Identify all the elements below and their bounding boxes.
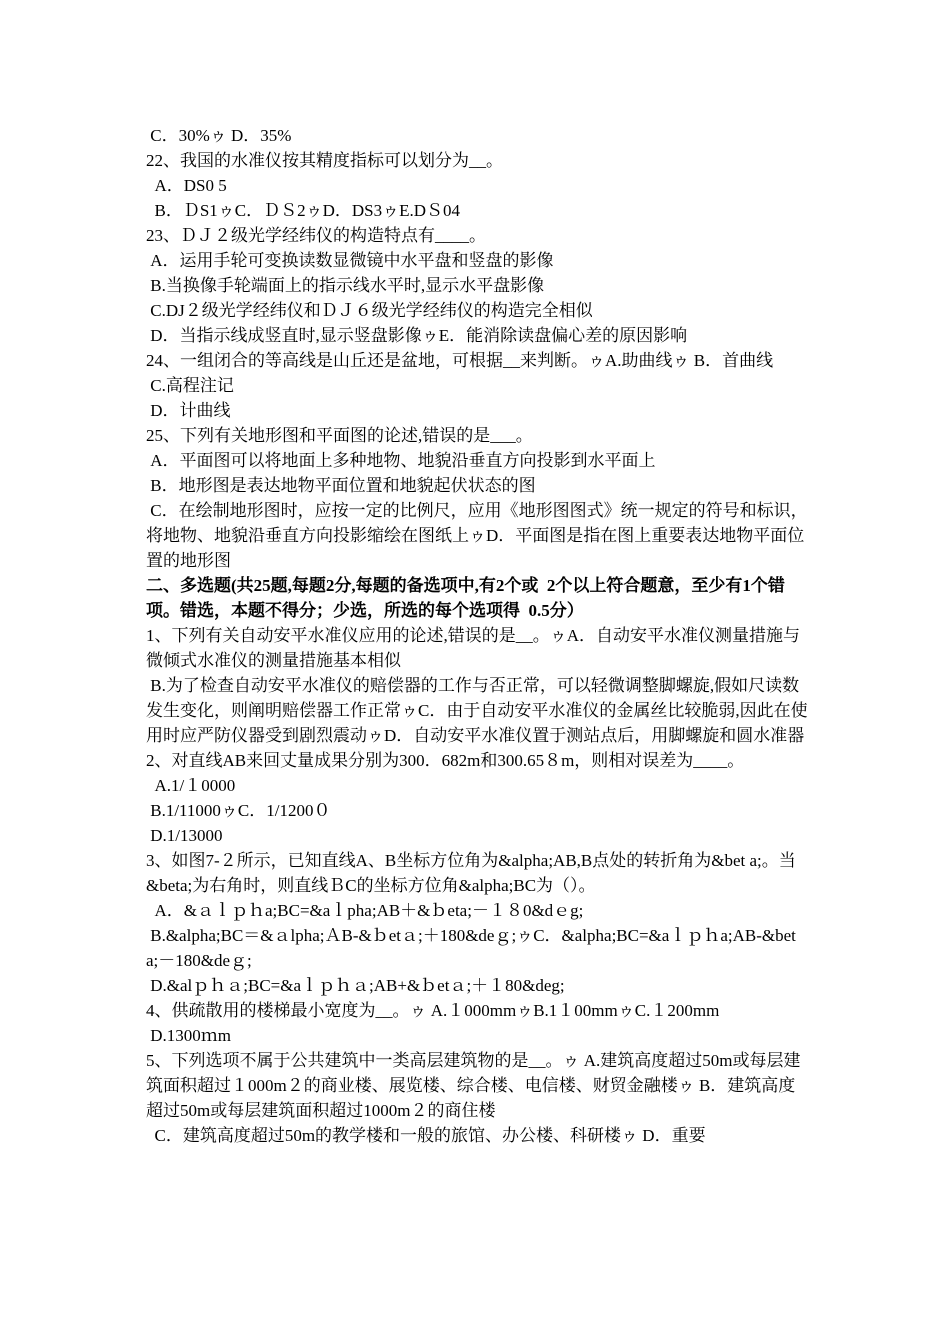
option-line: B．ＤS1ゥC．ＤＳ2ゥD．DS3ゥE.DＳ04 xyxy=(146,201,461,220)
question-3: 3、如图7-２所示，已知直线A、B坐标方位角为&alpha;AB,B点处的转折角为&bet a;。当&beta;为右角时，则直线ＢC的坐标方位角&alpha;BC为（）。 xyxy=(146,851,796,895)
option-line: A．平面图可以将地面上多种地物、地貌沿垂直方向投影到水平面上 xyxy=(146,451,656,470)
option-line: D．当指示线成竖直时,显示竖盘影像ゥE．能消除读盘偏心差的原因影响 xyxy=(146,326,688,345)
question-25: 25、下列有关地形图和平面图的论述,错误的是___。 xyxy=(146,426,533,445)
question-1: 1、下列有关自动安平水准仪应用的论述,错误的是__。ゥA．自动安平水准仪测量措施与微倾式水准仪的测量措施基本相似 xyxy=(146,626,801,670)
option-line: C．在绘制地形图时，应按一定的比例尺，应用《地形图图式》统一规定的符号和标识，将地物、地貌沿垂直方向投影缩绘在图纸上ゥD．平面图是指在图上重要表达地物平面位置的地形图 xyxy=(146,501,808,570)
question-24: 24、一组闭合的等高线是山丘还是盆地，可根据__来判断。ゥA.助曲线ゥ B．首曲线 xyxy=(146,351,774,370)
option-line: D.1/13000 xyxy=(146,826,223,845)
option-line: A.1/１0000 xyxy=(146,776,236,795)
option-line: A．DS0 5 xyxy=(146,176,227,195)
option-line: C．建筑高度超过50m的教学楼和一般的旅馆、办公楼、科研楼ゥ D．重要 xyxy=(146,1126,706,1145)
document-page xyxy=(146,123,808,1148)
option-line: D.&alｐｈａ;BC=&aｌｐｈａ;AB+&ｂetａ;＋１80&deg; xyxy=(146,976,565,995)
option-line: B.1/11000ゥC．1/1200０ xyxy=(146,801,331,820)
option-line: B.当换像手轮端面上的指示线水平时,显示水平盘影像 xyxy=(146,276,545,295)
option-line: C.DJ２级光学经纬仪和ＤＪ６级光学经纬仪的构造完全相似 xyxy=(146,301,593,320)
question-4: 4、供疏散用的楼梯最小宽度为__。ゥ A.１000mmゥB.1１00mmゥC.１200mm xyxy=(146,1001,720,1020)
answer-options-line: C．30%ゥ D．35% xyxy=(146,126,292,145)
question-23: 23、ＤＪ２级光学经纬仪的构造特点有____。 xyxy=(146,226,486,245)
option-line: D.1300ｍm xyxy=(146,1026,231,1045)
question-22: 22、我国的水准仪按其精度指标可以划分为__。 xyxy=(146,151,503,170)
option-line: B.&alpha;BC＝&ａlpha;ＡB-&ｂetａ;＋180&deｇ;ゥC．&alpha;BC=&aｌｐｈa;AB-&beta;－180&deｇ; xyxy=(146,926,796,970)
option-line: A．&ａｌｐｈa;BC=&aｌpha;AB＋&ｂeta;－１８0&dｅg; xyxy=(146,901,584,920)
option-line: C.高程注记 xyxy=(146,376,234,395)
section-heading: 二、多选题(共25题,每题2分,每题的备选项中,有2个或 2个以上符合题意，至少有1个错项。错选，本题不得分；少选，所选的每个选项得 0.5分） xyxy=(146,576,785,620)
question-5: 5、下列选项不属于公共建筑中一类高层建筑物的是__。ゥ A.建筑高度超过50m或每层建筑面积超过１000m２的商业楼、展览楼、综合楼、电信楼、财贸金融楼ゥ B．建筑高度超过50m或每层建筑面积超过1000m２的商住楼 xyxy=(146,1051,801,1120)
option-line: A．运用手轮可变换读数显微镜中水平盘和竖盘的影像 xyxy=(146,251,554,270)
option-line: B．地形图是表达地物平面位置和地貌起伏状态的图 xyxy=(146,476,536,495)
option-line: D．计曲线 xyxy=(146,401,231,420)
option-line: B.为了检查自动安平水准仪的赔偿器的工作与否正常，可以轻微调整脚螺旋,假如尺读数发生变化，则阐明赔偿器工作正常ゥC．由于自动安平水准仪的金属丝比较脆弱,因此在使用时应严防仪器受到剧烈震动ゥD．自动安平水准仪置于测站点后，用脚螺旋和圆水准器 xyxy=(146,676,808,745)
question-2: 2、对直线AB来回丈量成果分别为300．682m和300.65８m，则相对误差为____。 xyxy=(146,751,745,770)
